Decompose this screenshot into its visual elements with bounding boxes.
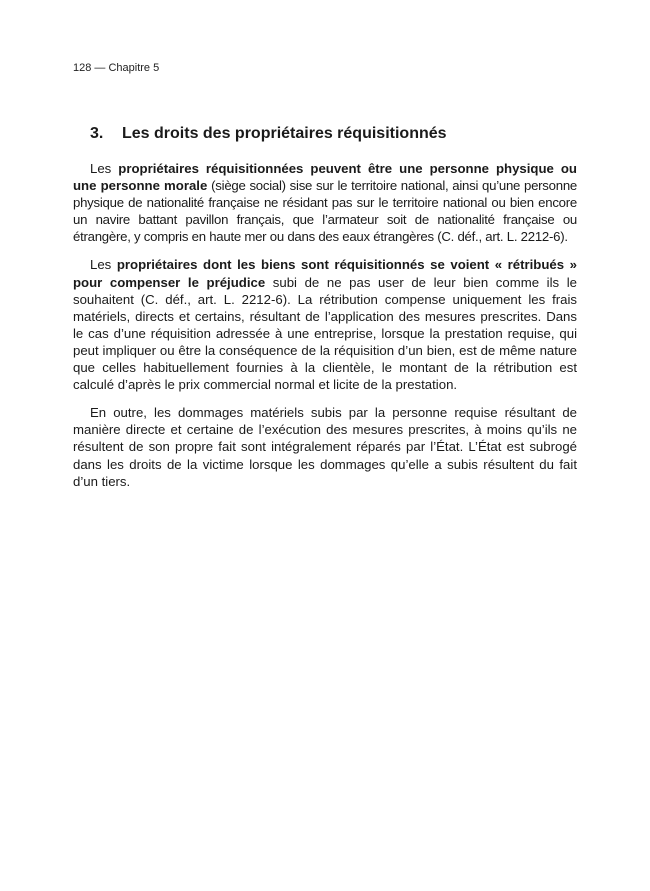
paragraph-3-text: En outre, les dommages matériels subis par la personne requise résultant de manière directe et certaine de l’exécution des mesures prescrites, à moins qu’ils ne résultent de son propre fait sont intégralement réparés par l’État. L’État est subrogé dans les droits de la victime lorsque les dommages qu’elle a subis résultent du fait d’un tiers.	[73, 405, 577, 489]
paragraph-1-bold-text: propriétaires réquisitionnées peuvent être une personne physique ou une personne morale	[73, 161, 577, 194]
running-head: 128 — Chapitre 5	[73, 62, 160, 74]
paragraph-1-text-end: (siège social) sise sur le territoire national, ainsi qu’une personne physique de nationalité française ne résidant pas sur le territoire national ou bien encore un navire battant pavillon français, que l’armateur soit de nationalité française ou étrangère, y compris en haute mer ou dans des eaux étrangères (C. déf., art. L. 2212-6).	[73, 178, 577, 245]
paragraph-1	[73, 160, 577, 245]
section-number: 3.	[90, 125, 104, 142]
paragraph-2-text-end: subi de ne pas user de leur bien comme ils le souhaitent (C. déf., art. L. 2212-6). La rétribution compense uniquement les frais matériels, directs et certains, résultant de l’application des mesures prescrites. Dans le cas d’une réquisition adressée à une entreprise, lorsque la prestation requise, qui peut impliquer ou être la conséquence de la réquisition d’un bien, est de même nature que celles habituellement fournies à la clientèle, le montant de la rétribution est calculé d’après le prix commercial normal et licite de la prestation.	[73, 274, 577, 393]
section-title: Les droits des propriétaires réquisitionnés	[122, 125, 447, 142]
paragraph-1-text-start: Les	[90, 161, 119, 176]
paragraph-3	[73, 404, 577, 489]
paragraph-2	[73, 256, 577, 393]
paragraph-2-text-start: Les	[90, 257, 117, 273]
section-heading	[90, 124, 447, 144]
body-text	[73, 160, 577, 501]
paragraph-2-bold-text: propriétaires dont les biens sont réquisitionnés se voient « rétribués » pour compenser le préjudice	[73, 257, 577, 290]
